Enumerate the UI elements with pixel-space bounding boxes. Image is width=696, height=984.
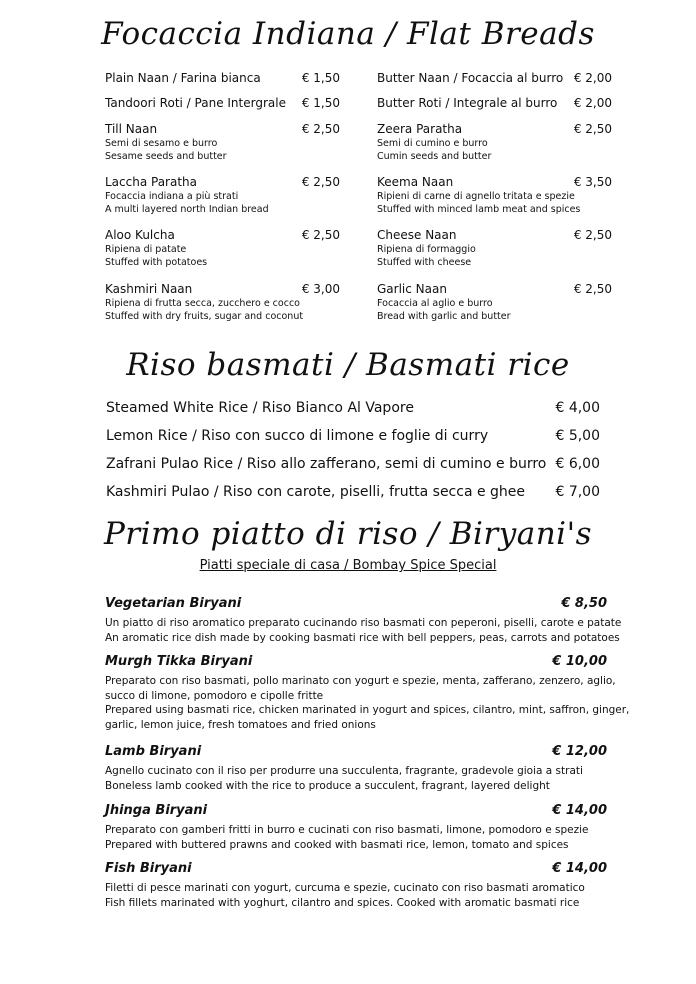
bread-desc-it: Semi di sesamo e burro	[105, 138, 218, 149]
bread-item	[377, 282, 612, 323]
biryani-price: € 14,00	[552, 861, 607, 876]
rice-name: Steamed White Rice / Riso Bianco Al Vapore	[106, 400, 414, 416]
bread-desc-it: Semi di cumino e burro	[377, 138, 488, 149]
biryani-price: € 14,00	[552, 803, 607, 818]
bread-desc-en: Cumin seeds and butter	[377, 151, 492, 162]
biryani-desc-line: Boneless lamb cooked with the rice to produce a succulent, fragrant, layered delight	[105, 779, 550, 792]
biryani-price: € 8,50	[561, 596, 607, 611]
bread-desc-en: Bread with garlic and butter	[377, 311, 511, 322]
rice-price: € 6,00	[555, 456, 600, 472]
bread-desc-en: Stuffed with cheese	[377, 257, 472, 268]
bread-name: Tandoori Roti / Pane Intergrale	[105, 96, 286, 110]
bread-price: € 3,00	[301, 282, 340, 296]
bread-item	[105, 71, 340, 86]
bread-price: € 2,50	[573, 228, 612, 242]
bread-item	[377, 96, 612, 111]
bread-item	[377, 228, 612, 269]
biryani-desc-line: succo di limone, pomodoro e cipolle fritte	[105, 689, 324, 702]
bread-desc-en: Sesame seeds and butter	[105, 151, 227, 162]
bread-price: € 2,50	[573, 122, 612, 136]
rice-item	[106, 426, 600, 446]
bread-price: € 3,50	[573, 175, 612, 189]
biryani-subtitle	[0, 558, 696, 573]
biryani-name: Vegetarian Biryani	[105, 596, 242, 611]
bread-name: Garlic Naan	[377, 282, 447, 296]
rice-price: € 5,00	[555, 428, 600, 444]
bread-price: € 2,50	[301, 122, 340, 136]
biryani-name: Lamb Biryani	[105, 744, 202, 759]
bread-price: € 2,50	[301, 175, 340, 189]
biryani-item	[105, 654, 630, 732]
rice-item	[106, 482, 600, 502]
biryani-desc-line: Fish fillets marinated with yoghurt, cilantro and spices. Cooked with aromatic basmati rice	[105, 896, 580, 909]
biryani-price: € 10,00	[552, 654, 607, 669]
biryani-desc-line: Prepared with buttered prawns and cooked with basmati rice, lemon, tomato and spices	[105, 838, 569, 851]
bread-item	[105, 122, 340, 163]
bread-name: Kashmiri Naan	[105, 282, 193, 296]
bread-item	[377, 71, 612, 86]
bread-name: Till Naan	[105, 122, 158, 136]
rice-price: € 7,00	[555, 484, 600, 500]
rice-name: Kashmiri Pulao / Riso con carote, piselli, frutta secca e ghee	[106, 484, 526, 500]
rice-item	[106, 398, 600, 418]
biryani-item	[105, 861, 607, 910]
bread-price: € 2,50	[301, 228, 340, 242]
bread-name: Keema Naan	[377, 175, 454, 189]
biryani-desc-line: Un piatto di riso aromatico preparato cucinando riso basmati con peperoni, piselli, carote e patate	[105, 617, 622, 629]
bread-name: Aloo Kulcha	[105, 228, 175, 242]
bread-desc-it: Ripiena di frutta secca, zucchero e cocco	[105, 298, 300, 309]
bread-price: € 2,50	[573, 282, 612, 296]
bread-name: Plain Naan / Farina bianca	[105, 71, 261, 85]
biryani-price: € 12,00	[552, 744, 607, 759]
rice-name: Lemon Rice / Riso con succo di limone e foglie di curry	[106, 428, 489, 444]
flatbreads-title: Focaccia Indiana / Flat Breads	[101, 16, 595, 52]
bread-desc-it: Ripiena di patate	[105, 244, 187, 255]
biryani-title: Primo piatto di riso / Biryani's	[103, 516, 593, 552]
biryani-name: Fish Biryani	[105, 861, 192, 876]
biryani-desc-line: Filetti di pesce marinati con yogurt, curcuma e spezie, cucinato con riso basmati aromatico	[105, 882, 585, 894]
bread-desc-it: Focaccia al aglio e burro	[377, 298, 493, 309]
rice-price: € 4,00	[555, 400, 600, 416]
bread-name: Zeera Paratha	[377, 122, 463, 136]
bread-desc-en: Stuffed with dry fruits, sugar and coconut	[105, 311, 304, 322]
bread-item	[377, 122, 612, 163]
bread-name: Butter Naan / Focaccia al burro	[377, 71, 564, 85]
bread-desc-it: Ripieni di carne di agnello tritata e spezie	[377, 191, 575, 202]
bread-desc-en: Stuffed with potatoes	[105, 257, 208, 268]
bread-price: € 2,00	[573, 71, 612, 85]
rice-title: Riso basmati / Basmati rice	[126, 347, 570, 383]
bread-price: € 2,00	[573, 96, 612, 110]
biryani-item	[105, 803, 607, 852]
biryani-item	[105, 596, 622, 645]
bread-name: Laccha Paratha	[105, 175, 198, 189]
bread-item	[105, 175, 340, 216]
bread-desc-it: Ripiena di formaggio	[377, 244, 476, 255]
bread-item	[377, 175, 612, 216]
bread-name: Cheese Naan	[377, 228, 457, 242]
bread-desc-it: Focaccia indiana a più strati	[105, 191, 239, 202]
biryani-name: Murgh Tikka Biryani	[105, 654, 253, 669]
biryani-name: Jhinga Biryani	[105, 803, 208, 818]
biryani-desc-line: Prepared using basmati rice, chicken marinated in yogurt and spices, cilantro, mint, saffron, ginger,	[105, 704, 630, 716]
bread-name: Butter Roti / Integrale al burro	[377, 96, 558, 110]
bread-desc-en: A multi layered north Indian bread	[105, 204, 269, 215]
bread-item	[105, 228, 340, 269]
biryani-desc-line: Preparato con gamberi fritti in burro e cucinati con riso basmati, limone, pomodoro e spezie	[105, 824, 589, 836]
bread-item	[105, 282, 340, 323]
rice-name: Zafrani Pulao Rice / Riso allo zafferano, semi di cumino e burro	[106, 456, 547, 472]
rice-item	[106, 454, 600, 474]
biryani-desc-line: Agnello cucinato con il riso per produrre una succulenta, fragrante, gradevole gioia a strati	[105, 765, 583, 777]
biryani-desc-line: Preparato con riso basmati, pollo marinato con yogurt e spezie, menta, zafferano, zenzero, aglio,	[105, 675, 616, 687]
bread-desc-en: Stuffed with minced lamb meat and spices	[377, 204, 581, 215]
bread-price: € 1,50	[301, 71, 340, 85]
biryani-subtitle-text: Piatti speciale di casa / Bombay Spice Special	[199, 558, 497, 573]
bread-price: € 1,50	[301, 96, 340, 110]
biryani-desc-line: An aromatic rice dish made by cooking basmati rice with bell peppers, peas, carrots and potatoes	[105, 631, 620, 644]
biryani-desc-line: garlic, lemon juice, fresh tomatoes and fried onions	[105, 718, 376, 731]
bread-item	[105, 96, 340, 111]
biryani-item	[105, 744, 607, 793]
